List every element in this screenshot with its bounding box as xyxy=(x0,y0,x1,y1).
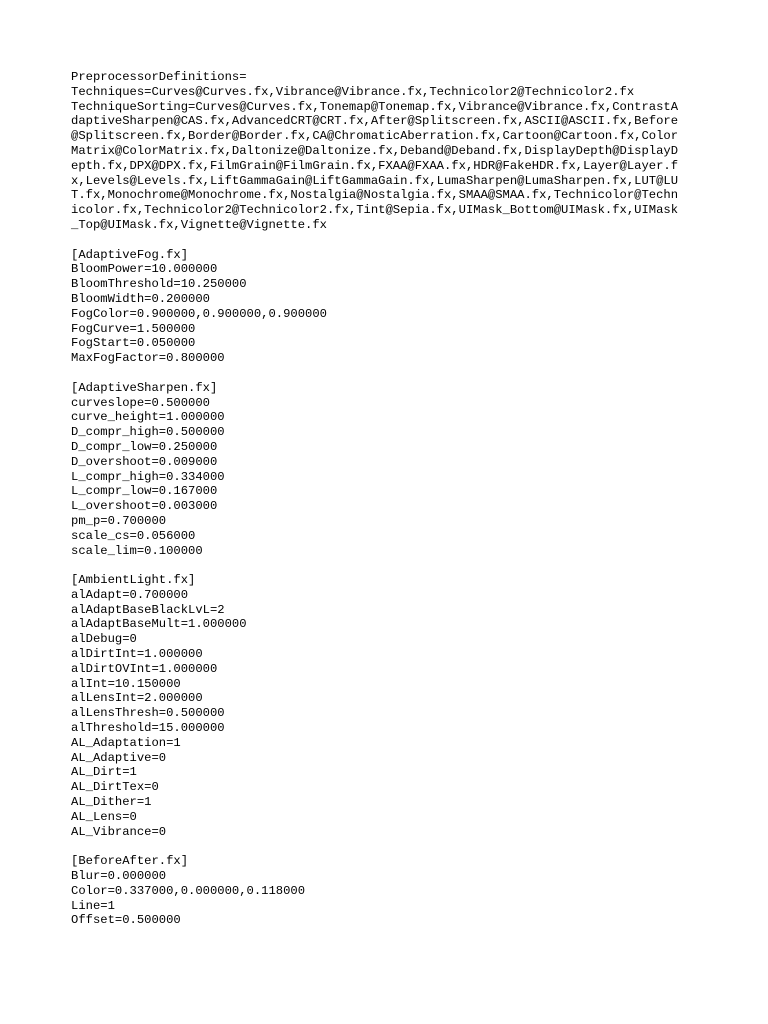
setting-line: AL_DirtTex=0 xyxy=(71,780,159,795)
blank-line xyxy=(71,366,711,381)
setting-line: L_compr_high=0.334000 xyxy=(71,469,225,484)
setting-line: Line=1 xyxy=(71,898,115,913)
setting-line: AL_Dither=1 xyxy=(71,795,152,810)
ini-section xyxy=(71,854,711,928)
technique-sorting-line: _Top@UIMask.fx,Vignette@Vignette.fx xyxy=(71,217,327,232)
technique-sorting-line: epth.fx,DPX@DPX.fx,FilmGrain@FilmGrain.fx,FXAA@FXAA.fx,HDR@FakeHDR.fx,Layer@Layer.f xyxy=(71,158,679,173)
setting-line: Offset=0.500000 xyxy=(71,913,181,928)
section-header: [AdaptiveFog.fx] xyxy=(71,247,189,262)
ini-section xyxy=(71,573,711,839)
ini-document xyxy=(71,70,711,928)
setting-line: MaxFogFactor=0.800000 xyxy=(71,351,225,366)
setting-line: FogColor=0.900000,0.900000,0.900000 xyxy=(71,306,327,321)
setting-line: AL_Adaptive=0 xyxy=(71,750,167,765)
blank-line xyxy=(71,558,711,573)
setting-line: L_overshoot=0.003000 xyxy=(71,499,218,514)
setting-line: L_compr_low=0.167000 xyxy=(71,484,218,499)
setting-line: Color=0.337000,0.000000,0.118000 xyxy=(71,883,306,898)
technique-sorting-line: x,Levels@Levels.fx,LiftGammaGain@LiftGammaGain.fx,LumaSharpen@LumaSharpen.fx,LUT@LU xyxy=(71,173,679,188)
setting-line: alAdapt=0.700000 xyxy=(71,587,189,602)
technique-sorting-line: T.fx,Monochrome@Monochrome.fx,Nostalgia@Nostalgia.fx,SMAA@SMAA.fx,Technicolor@Techn xyxy=(71,188,679,203)
section-header: [AdaptiveSharpen.fx] xyxy=(71,380,218,395)
setting-line: Blur=0.000000 xyxy=(71,869,167,884)
technique-sorting-line: TechniqueSorting=Curves@Curves.fx,Tonemap@Tonemap.fx,Vibrance@Vibrance.fx,ContrastA xyxy=(71,99,679,114)
section-header: [AmbientLight.fx] xyxy=(71,573,196,588)
blank-line xyxy=(71,233,711,248)
setting-line: alAdaptBaseMult=1.000000 xyxy=(71,617,247,632)
setting-line: BloomPower=10.000000 xyxy=(71,262,218,277)
setting-line: FogCurve=1.500000 xyxy=(71,321,196,336)
setting-line: BloomWidth=0.200000 xyxy=(71,291,210,306)
setting-line: alLensThresh=0.500000 xyxy=(71,706,225,721)
setting-line: alLensInt=2.000000 xyxy=(71,691,203,706)
setting-line: D_compr_low=0.250000 xyxy=(71,439,218,454)
setting-line: AL_Dirt=1 xyxy=(71,765,137,780)
setting-line: alDebug=0 xyxy=(71,632,137,647)
setting-line: FogStart=0.050000 xyxy=(71,336,196,351)
setting-line: D_overshoot=0.009000 xyxy=(71,454,218,469)
setting-line: scale_lim=0.100000 xyxy=(71,543,203,558)
setting-line: pm_p=0.700000 xyxy=(71,513,167,528)
ini-section xyxy=(71,381,711,559)
setting-line: curveslope=0.500000 xyxy=(71,395,210,410)
setting-line: AL_Vibrance=0 xyxy=(71,824,167,839)
setting-line: alAdaptBaseBlackLvL=2 xyxy=(71,602,225,617)
header-block xyxy=(71,70,711,233)
technique-sorting-line: @Splitscreen.fx,Border@Border.fx,CA@ChromaticAberration.fx,Cartoon@Cartoon.fx,Color xyxy=(71,129,679,144)
techniques-line: Techniques=Curves@Curves.fx,Vibrance@Vibrance.fx,Technicolor2@Technicolor2.fx xyxy=(71,84,635,99)
setting-line: alDirtInt=1.000000 xyxy=(71,647,203,662)
technique-sorting-line: icolor.fx,Technicolor2@Technicolor2.fx,Tint@Sepia.fx,UIMask_Bottom@UIMask.fx,UIMask xyxy=(71,203,679,218)
preprocessor-definitions-line: PreprocessorDefinitions= xyxy=(71,70,247,84)
technique-sorting-line: Matrix@ColorMatrix.fx,Daltonize@Daltonize.fx,Deband@Deband.fx,DisplayDepth@DisplayD xyxy=(71,143,679,158)
setting-line: alDirtOVInt=1.000000 xyxy=(71,661,218,676)
ini-section xyxy=(71,248,711,366)
section-header: [BeforeAfter.fx] xyxy=(71,854,189,869)
technique-sorting-line: daptiveSharpen@CAS.fx,AdvancedCRT@CRT.fx,After@Splitscreen.fx,ASCII@ASCII.fx,Before xyxy=(71,114,679,129)
setting-line: AL_Adaptation=1 xyxy=(71,735,181,750)
setting-line: curve_height=1.000000 xyxy=(71,410,225,425)
setting-line: BloomThreshold=10.250000 xyxy=(71,277,247,292)
setting-line: alThreshold=15.000000 xyxy=(71,721,225,736)
sections-container xyxy=(71,233,711,928)
setting-line: AL_Lens=0 xyxy=(71,809,137,824)
setting-line: alInt=10.150000 xyxy=(71,676,181,691)
setting-line: scale_cs=0.056000 xyxy=(71,528,196,543)
blank-line xyxy=(71,839,711,854)
setting-line: D_compr_high=0.500000 xyxy=(71,425,225,440)
